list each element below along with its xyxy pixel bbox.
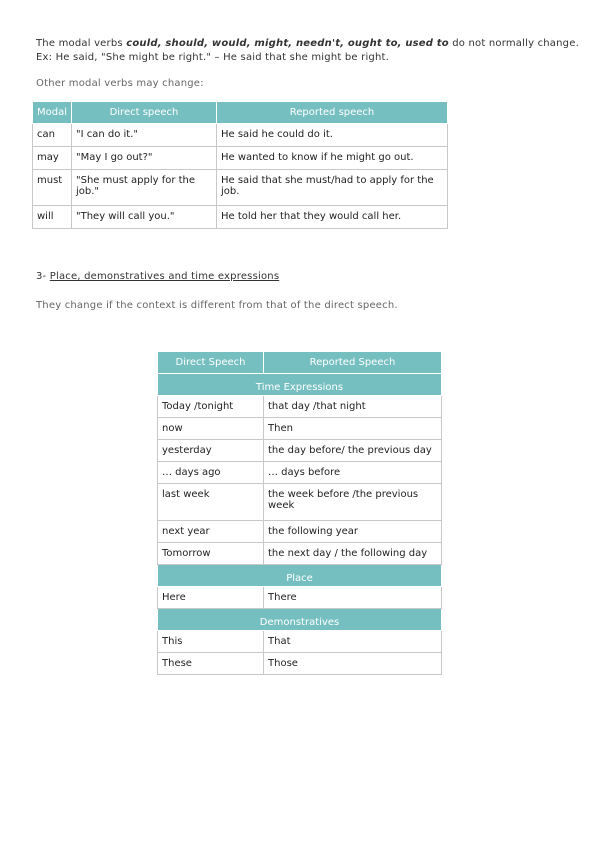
direct-cell: yesterday — [158, 440, 264, 462]
reported-cell: He told her that they would call her. — [217, 206, 448, 229]
direct-cell: next year — [158, 521, 264, 543]
table-row — [158, 653, 442, 675]
section-number: 3- — [36, 271, 50, 282]
table-row — [158, 484, 442, 521]
header-reported-speech: Reported speech — [217, 102, 448, 124]
reported-cell: He said that she must/had to apply for the job. — [217, 170, 448, 206]
intro-text-end: do not normally change. — [448, 38, 579, 49]
table-row — [158, 418, 442, 440]
reported-cell: … days before — [264, 462, 442, 484]
table-row — [158, 631, 442, 653]
modal-cell: will — [33, 206, 72, 229]
direct-cell: Here — [158, 587, 264, 609]
modal-cell: must — [33, 170, 72, 206]
table-row — [158, 521, 442, 543]
table-row — [33, 147, 448, 170]
reported-cell: Those — [264, 653, 442, 675]
direct-cell: Tomorrow — [158, 543, 264, 565]
section-3-heading — [36, 271, 279, 282]
direct-cell: "She must apply for the job." — [72, 170, 217, 206]
table-header-row — [158, 352, 442, 374]
direct-cell: "May I go out?" — [72, 147, 217, 170]
reported-cell: the following year — [264, 521, 442, 543]
table-row — [33, 206, 448, 229]
direct-cell: This — [158, 631, 264, 653]
modal-verbs-table — [32, 101, 448, 229]
direct-cell: "I can do it." — [72, 124, 217, 147]
direct-cell: last week — [158, 484, 264, 521]
table-row — [33, 170, 448, 206]
intro-line-3: Other modal verbs may change: — [36, 78, 204, 89]
reported-cell: that day /that night — [264, 396, 442, 418]
intro-line-2: Ex: He said, "She might be right." – He said that she might be right. — [36, 52, 390, 63]
table-header-row — [33, 102, 448, 124]
section-row-time — [158, 374, 442, 396]
demonstratives-label: Demonstratives — [158, 609, 442, 631]
section-3-description: They change if the context is different from that of the direct speech. — [36, 300, 398, 311]
reported-cell: He wanted to know if he might go out. — [217, 147, 448, 170]
table-row — [158, 440, 442, 462]
time-expressions-table — [157, 351, 442, 675]
reported-cell: Then — [264, 418, 442, 440]
header-reported-speech: Reported Speech — [264, 352, 442, 374]
modal-verbs-list: could, should, would, might, needn't, ought to, used to — [126, 38, 449, 49]
reported-cell: That — [264, 631, 442, 653]
direct-cell: "They will call you." — [72, 206, 217, 229]
header-modal: Modal — [33, 102, 72, 124]
intro-text: The modal verbs — [36, 38, 127, 49]
time-expressions-label: Time Expressions — [158, 374, 442, 396]
table-row — [158, 543, 442, 565]
direct-cell: … days ago — [158, 462, 264, 484]
section-title: Place, demonstratives and time expressions — [49, 271, 280, 282]
intro-line-1 — [36, 38, 579, 49]
modal-cell: can — [33, 124, 72, 147]
table-row — [158, 587, 442, 609]
reported-cell: He said he could do it. — [217, 124, 448, 147]
section-row-place — [158, 565, 442, 587]
reported-cell: the day before/ the previous day — [264, 440, 442, 462]
reported-cell: the week before /the previous week — [264, 484, 442, 521]
reported-cell: the next day / the following day — [264, 543, 442, 565]
table-row — [158, 396, 442, 418]
direct-cell: Today /tonight — [158, 396, 264, 418]
direct-cell: now — [158, 418, 264, 440]
modal-cell: may — [33, 147, 72, 170]
table-row — [158, 462, 442, 484]
header-direct-speech: Direct speech — [72, 102, 217, 124]
section-row-demonstratives — [158, 609, 442, 631]
direct-cell: These — [158, 653, 264, 675]
header-direct-speech: Direct Speech — [158, 352, 264, 374]
table-row — [33, 124, 448, 147]
reported-cell: There — [264, 587, 442, 609]
place-label: Place — [158, 565, 442, 587]
